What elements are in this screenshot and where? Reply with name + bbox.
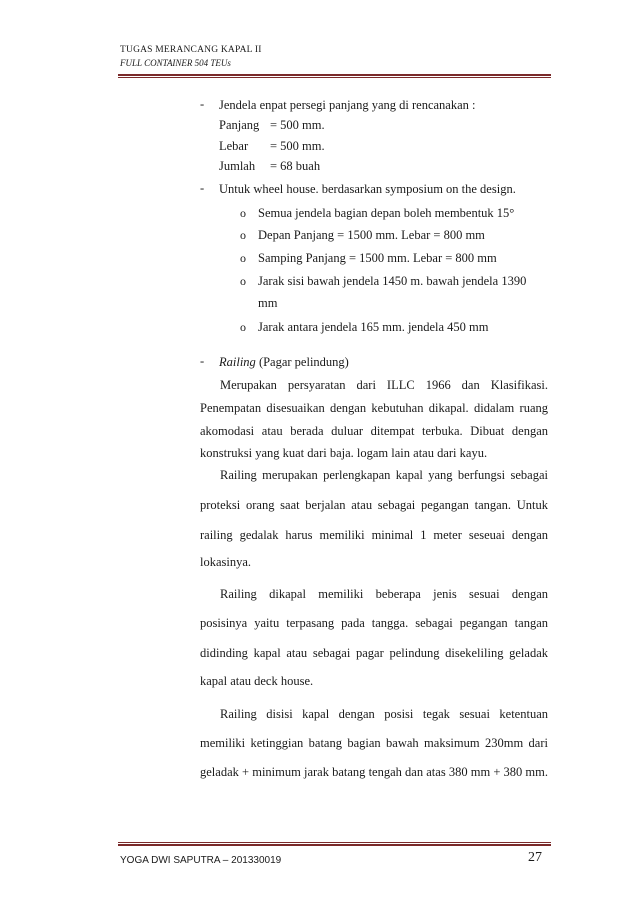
paragraph-line: didinding kapal atau sebagai pagar pelindung disekeliling geladak bbox=[200, 646, 548, 660]
paragraph-line: kapal atau deck house. bbox=[200, 674, 314, 688]
paragraph-line: lokasinya. bbox=[200, 555, 252, 569]
railing-title: Railing bbox=[219, 355, 256, 369]
wheelhouse-intro: Untuk wheel house. berdasarkan symposium on the design. bbox=[219, 182, 516, 196]
footer-rule-thin bbox=[118, 842, 551, 843]
paragraph-line: geladak + minimum jarak batang tengah dan atas 380 mm + 380 mm. bbox=[200, 765, 548, 779]
document-title: TUGAS MERANCANG KAPAL II bbox=[120, 45, 262, 55]
list-marker: o bbox=[240, 320, 246, 334]
paragraph-line: proteksi orang saat berjalan atau sebagai pegangan tangan. Untuk bbox=[200, 498, 548, 512]
railing-title-suffix: (Pagar pelindung) bbox=[255, 355, 349, 369]
paragraph-line: Merupakan persyaratan dari ILLC 1966 dan Klasifikasi. bbox=[220, 378, 548, 392]
document-subtitle: FULL CONTAINER 504 TEUs bbox=[120, 58, 231, 68]
paragraph-line: Railing dikapal memiliki beberapa jenis sesuai dengan bbox=[220, 587, 548, 601]
list-marker: o bbox=[240, 251, 246, 265]
wheelhouse-item: Jarak antara jendela 165 mm. jendela 450 mm bbox=[258, 320, 489, 334]
wheelhouse-item-continuation: mm bbox=[258, 296, 278, 310]
header-rule-thin bbox=[118, 77, 551, 78]
footer-author: YOGA DWI SAPUTRA – 201330019 bbox=[120, 855, 282, 866]
paragraph-line: akomodasi atau berada duluar ditempat terbuka. Dibuat dengan bbox=[200, 424, 548, 438]
footer-rule bbox=[118, 844, 551, 846]
header-rule bbox=[118, 74, 551, 76]
paragraph-line: Railing disisi kapal dengan posisi tegak sesuai ketentuan bbox=[220, 707, 548, 721]
bullet-dash: - bbox=[200, 354, 205, 368]
window-spec-label: Panjang bbox=[219, 118, 260, 132]
wheelhouse-item: Samping Panjang = 1500 mm. Lebar = 800 mm bbox=[258, 251, 497, 265]
paragraph-line: konstruksi yang kuat dari baja. logam lain atau dari kayu. bbox=[200, 446, 488, 460]
paragraph-line: posisinya yaitu terpasang pada tangga. sebagai pegangan tangan bbox=[200, 616, 548, 630]
bullet-dash: - bbox=[200, 181, 205, 195]
window-spec-value: = 68 buah bbox=[270, 159, 321, 173]
paragraph-line: railing gedalak harus memiliki minimal 1 meter seseuai dengan bbox=[200, 528, 548, 542]
wheelhouse-item: Jarak sisi bawah jendela 1450 m. bawah jendela 1390 bbox=[258, 274, 527, 288]
wheelhouse-item: Depan Panjang = 1500 mm. Lebar = 800 mm bbox=[258, 228, 485, 242]
list-marker: o bbox=[240, 274, 246, 288]
window-spec-label: Lebar bbox=[219, 139, 249, 153]
wheelhouse-item: Semua jendela bagian depan boleh membentuk 15° bbox=[258, 206, 515, 220]
railing-heading bbox=[219, 355, 349, 370]
page-number: 27 bbox=[528, 850, 542, 865]
bullet-dash: - bbox=[200, 97, 205, 111]
paragraph-line: Penempatan disesuaikan dengan kebutuhan dikapal. didalam ruang bbox=[200, 401, 548, 415]
list-marker: o bbox=[240, 228, 246, 242]
window-spec-value: = 500 mm. bbox=[270, 118, 325, 132]
window-spec-label: Jumlah bbox=[219, 159, 256, 173]
paragraph-line: memiliki ketinggian batang bagian bawah maksimum 230mm dari bbox=[200, 736, 548, 750]
window-spec-value: = 500 mm. bbox=[270, 139, 325, 153]
list-marker: o bbox=[240, 206, 246, 220]
paragraph-line: Railing merupakan perlengkapan kapal yang berfungsi sebagai bbox=[220, 468, 548, 482]
window-intro: Jendela enpat persegi panjang yang di rencanakan : bbox=[219, 98, 476, 112]
